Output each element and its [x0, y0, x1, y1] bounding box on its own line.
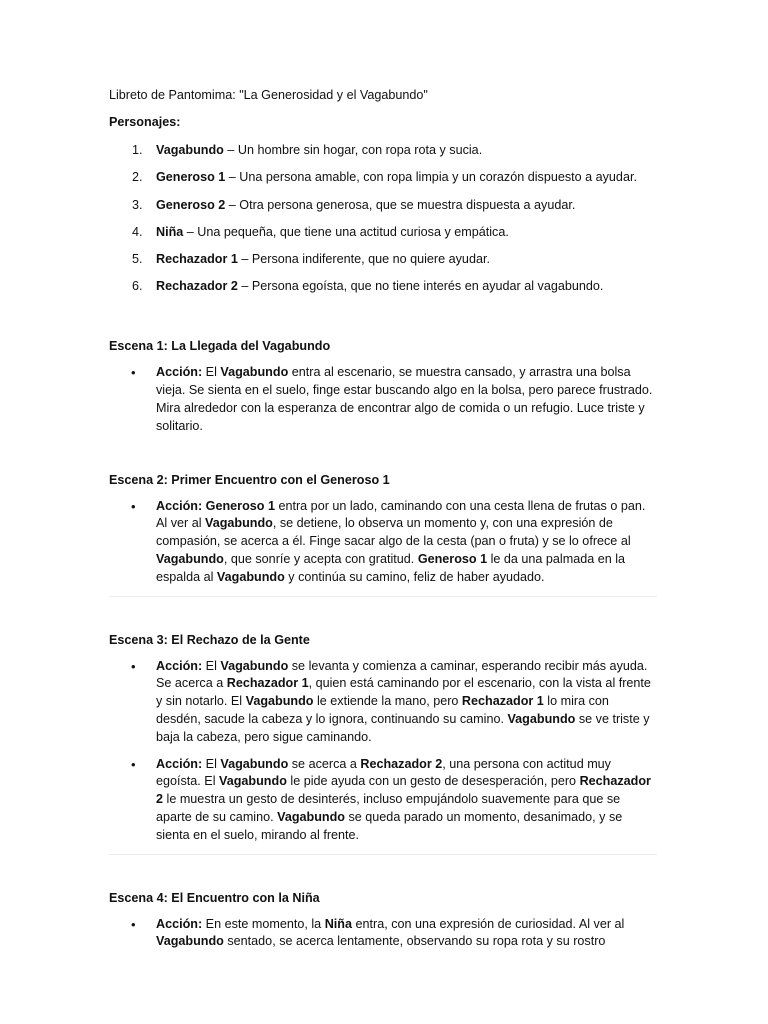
body-text: se ve triste y baja la cabeza, pero sigue caminando.: [156, 712, 650, 744]
bullet-point: •: [131, 756, 136, 772]
scene-section: [109, 889, 657, 952]
scenes-container: [109, 337, 657, 951]
bold-text: Vagabundo: [156, 934, 224, 949]
action-item: [109, 364, 657, 435]
bold-text: Acción:: [156, 756, 203, 771]
bullet-point: •: [131, 658, 136, 674]
characters-list: [109, 141, 657, 295]
character-description: – Persona indiferente, que no quiere ayudar.: [237, 252, 490, 267]
body-text: , quien está caminando por el escenario, con la vista al frente y sin notarlo. El: [156, 676, 651, 709]
body-text: y continúa su camino, feliz de haber ayudado.: [284, 569, 545, 584]
character-name: Niña: [156, 224, 184, 239]
bullet-point: •: [131, 498, 136, 514]
bold-text: Generoso 1: [417, 552, 488, 567]
list-number: 3.: [132, 197, 143, 212]
body-text: El: [202, 658, 221, 673]
body-text: le muestra un gesto de desinterés, incluso empujándolo suavemente para que se aparte de su camino.: [156, 792, 621, 825]
character-description: – Una pequeña, que tiene una actitud curiosa y empática.: [183, 224, 509, 239]
bold-text: Rechazador 1: [226, 676, 309, 691]
body-text: , que sonríe y acepta con gratitud.: [223, 552, 418, 567]
body-text: sentado, se acerca lentamente, observando su ropa rota y su rostro: [223, 934, 606, 949]
document-title: Libreto de Pantomima: "La Generosidad y el Vagabundo": [109, 88, 428, 102]
character-item: [109, 277, 657, 295]
body-text: En este momento, la: [202, 916, 325, 931]
bold-text: Vagabundo: [205, 516, 273, 531]
body-text: El: [202, 365, 221, 380]
bold-text: Vagabundo: [245, 694, 314, 709]
scene-actions-list: [109, 498, 657, 587]
bold-text: Rechazador 1: [461, 694, 544, 709]
bold-text: Vagabundo: [220, 365, 289, 380]
scene-section: [109, 471, 657, 597]
body-text: se queda parado un momento, desanimado, y se sienta en el suelo, mirando al frente.: [156, 810, 623, 842]
character-item: [109, 250, 657, 268]
scene-heading: Escena 3: El Rechazo de la Gente: [109, 632, 310, 647]
scene-actions-list: [109, 916, 657, 952]
character-name: Generoso 2: [156, 197, 226, 212]
scene-actions-list: [109, 658, 657, 845]
action-item: [109, 916, 657, 952]
bold-text: Vagabundo: [216, 569, 285, 584]
list-number: 5.: [132, 252, 143, 267]
body-text: le pide ayuda con un gesto de desesperación, pero: [286, 774, 580, 789]
character-name: Generoso 1: [156, 170, 226, 185]
scene-actions-list: [109, 364, 657, 435]
body-text: lo mira con desdén, sacude la cabeza y lo ignora, continuando su camino.: [156, 694, 609, 727]
action-item: [109, 756, 657, 845]
bold-text: Rechazador 2: [156, 774, 651, 807]
bold-text: Vagabundo: [156, 552, 224, 567]
bullet-point: •: [131, 365, 136, 381]
character-item: [109, 196, 657, 214]
scene-section: [109, 337, 657, 435]
bullet-point: •: [131, 916, 136, 932]
character-description: – Una persona amable, con ropa limpia y un corazón dispuesto a ayudar.: [225, 170, 637, 185]
character-name: Rechazador 2: [156, 279, 238, 294]
body-text: se acerca a: [288, 756, 361, 771]
bold-text: Vagabundo: [219, 774, 287, 789]
character-item: [109, 223, 657, 241]
bold-text: Acción:: [156, 916, 203, 931]
character-item: [109, 141, 657, 159]
list-number: 1.: [132, 143, 143, 157]
list-number: 4.: [132, 224, 143, 239]
action-item: [109, 658, 657, 747]
list-number: 2.: [132, 170, 143, 185]
body-text: entra al escenario, se muestra cansado, y arrastra una bolsa vieja. Se sienta en el suelo, finge estar buscando algo en la bolsa, pero parece frustrado. Mira alrededor con la esperanza de encontrar algo de comida o un refugio. Luce triste y solitario.: [156, 365, 653, 433]
action-item: [109, 498, 657, 587]
scene-heading: Escena 4: El Encuentro con la Niña: [109, 890, 320, 905]
character-description: – Otra persona generosa, que se muestra dispuesta a ayudar.: [225, 197, 576, 212]
character-name: Vagabundo: [156, 143, 224, 157]
bold-text: Vagabundo: [277, 810, 345, 825]
body-text: entra, con una expresión de curiosidad. Al ver al: [352, 916, 625, 931]
bold-text: Acción:: [156, 365, 203, 380]
bold-text: Vagabundo: [220, 756, 289, 771]
characters-heading: Personajes:: [109, 115, 181, 129]
section-divider: [109, 596, 657, 597]
body-text: , se detiene, lo observa un momento y, con una expresión de compasión, se acerca a él. Finge sacar algo de la cesta (pan o fruta) y se lo ofrece al: [156, 516, 631, 549]
character-item: [109, 168, 657, 186]
bold-text: Acción:: [156, 658, 203, 673]
character-description: – Un hombre sin hogar, con ropa rota y sucia.: [223, 143, 483, 157]
bold-text: Rechazador 2: [360, 756, 443, 771]
section-divider: [109, 854, 657, 855]
bold-text: Acción: Generoso 1: [156, 498, 275, 513]
scene-heading: Escena 1: La Llegada del Vagabundo: [109, 339, 331, 354]
scene-heading: Escena 2: Primer Encuentro con el Generoso 1: [109, 472, 390, 487]
character-description: – Persona egoísta, que no tiene interés en ayudar al vagabundo.: [237, 279, 604, 294]
character-name: Rechazador 1: [156, 252, 238, 267]
body-text: le extiende la mano, pero: [313, 694, 462, 709]
bold-text: Vagabundo: [220, 658, 289, 673]
body-text: , una persona con actitud muy egoísta. El: [156, 756, 611, 789]
document-content: [109, 86, 657, 960]
body-text: le da una palmada en la espalda al: [156, 552, 626, 584]
body-text: entra por un lado, caminando con una cesta llena de frutas o pan. Al ver al: [156, 498, 646, 531]
body-text: El: [202, 756, 221, 771]
body-text: se levanta y comienza a caminar, esperando recibir más ayuda. Se acerca a: [156, 658, 648, 691]
scene-section: [109, 631, 657, 855]
bold-text: Vagabundo: [507, 712, 576, 727]
bold-text: Niña: [324, 916, 352, 931]
list-number: 6.: [132, 279, 143, 294]
